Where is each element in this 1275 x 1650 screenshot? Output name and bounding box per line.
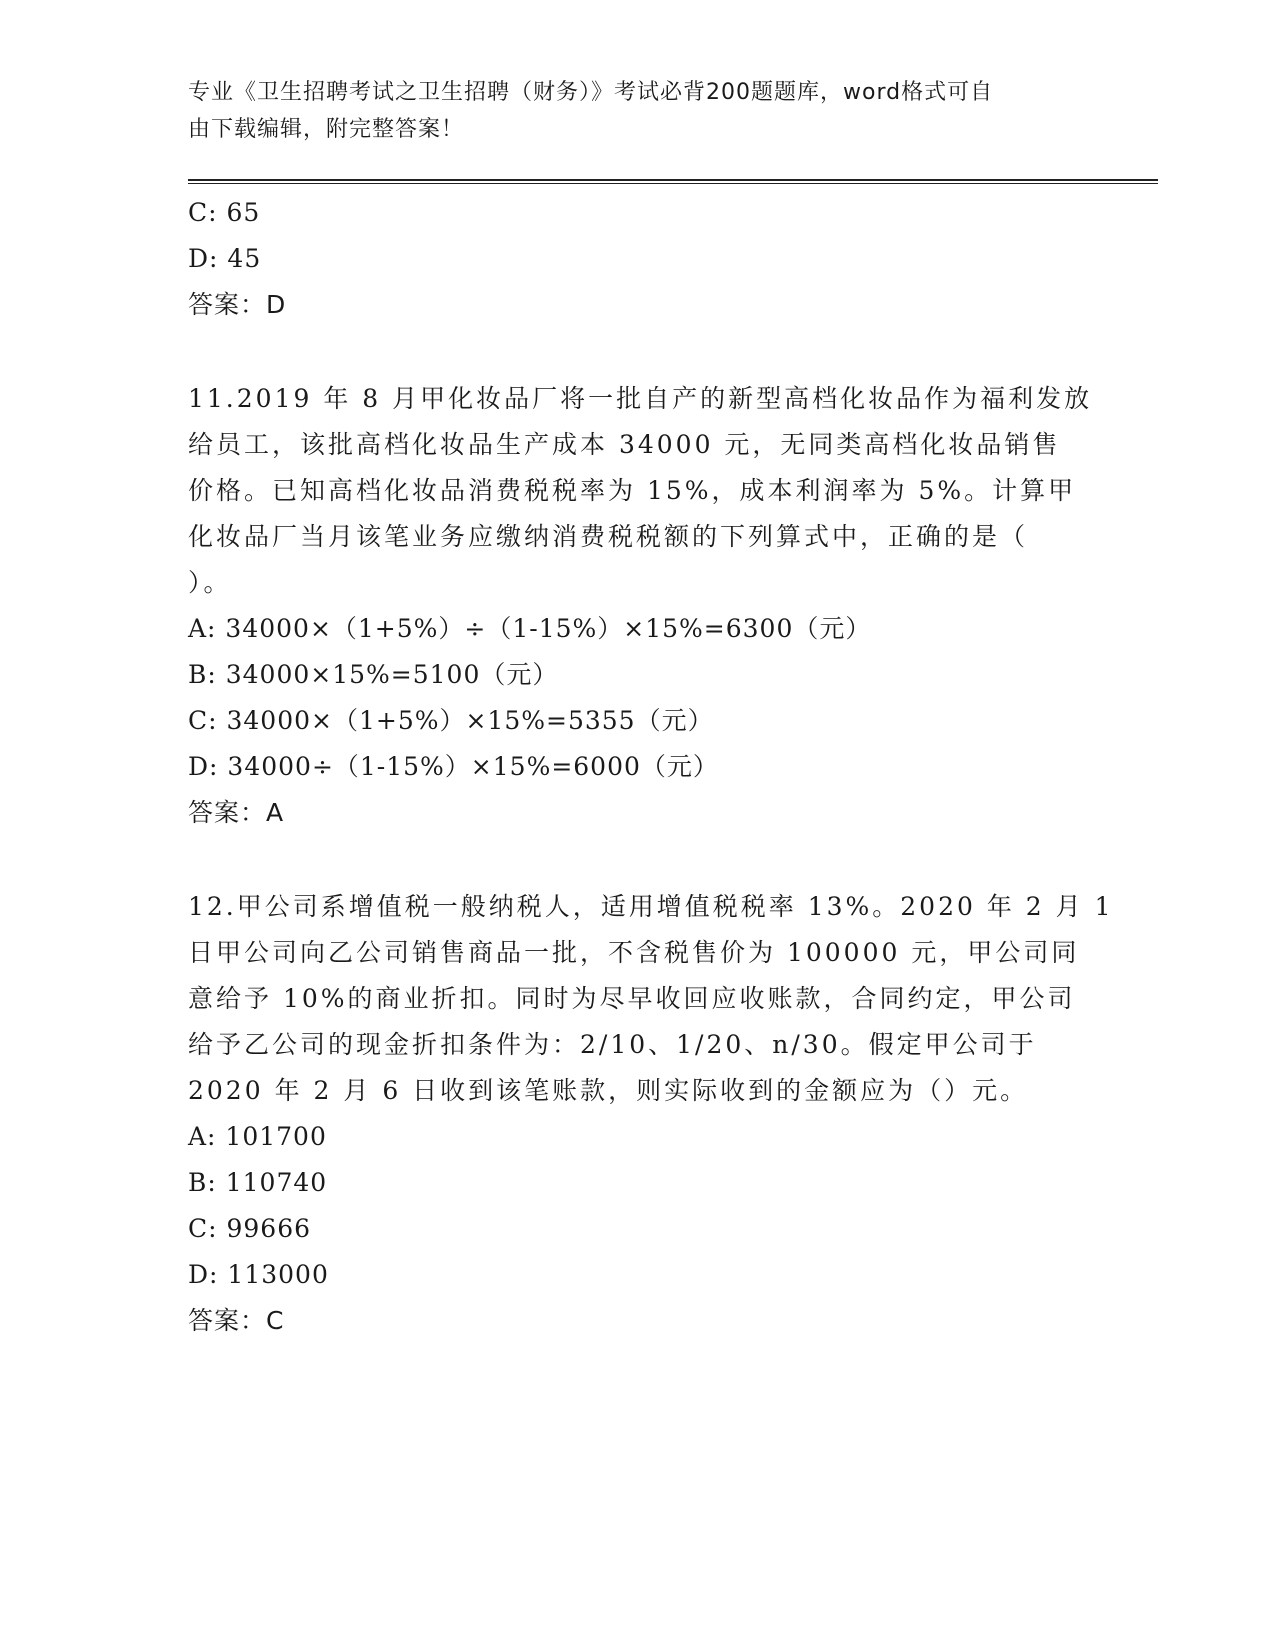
question-stem: [188, 884, 1114, 1114]
option-c: C: 65: [188, 198, 261, 227]
stem-line: 意给予 10%的商业折扣。同时为尽早收回应收账款，合同约定，甲公司: [188, 984, 1076, 1013]
header-line-1: 专业《卫生招聘考试之卫生招聘（财务）》考试必背200题题库，word格式可自: [188, 80, 994, 105]
option-b: B: 110740: [188, 1168, 328, 1197]
option-a: A: 101700: [188, 1122, 327, 1151]
answer-line: 答案：C: [188, 1306, 285, 1335]
question-12: [188, 884, 1114, 1344]
stem-line: 价格。已知高档化妆品消费税税率为 15%，成本利润率为 5%。计算甲: [188, 476, 1077, 505]
option-b: B: 34000×15%=5100（元）: [188, 660, 559, 689]
stem-line: 日甲公司向乙公司销售商品一批，不含税售价为 100000 元，甲公司同: [188, 938, 1080, 967]
answer-line: 答案：D: [188, 290, 287, 319]
stem-line: 12.甲公司系增值税一般纳税人，适用增值税税率 13%。2020 年 2 月 1: [188, 892, 1114, 921]
option-d: D: 34000÷（1-15%）×15%=6000（元）: [188, 752, 719, 781]
stem-line: 给予乙公司的现金折扣条件为：2/10、1/20、n/30。假定甲公司于: [188, 1030, 1037, 1059]
document-header: [188, 74, 1068, 148]
question-11: [188, 376, 1093, 836]
question-10-tail: [188, 190, 1088, 328]
spacer: [188, 328, 1088, 376]
option-a: A: 34000×（1+5%）÷（1-15%）×15%=6300（元）: [188, 614, 872, 643]
stem-line: 11.2019 年 8 月甲化妆品厂将一批自产的新型高档化妆品作为福利发放: [188, 384, 1093, 413]
stem-line: 化妆品厂当月该笔业务应缴纳消费税税额的下列算式中，正确的是（: [188, 522, 1029, 551]
header-rule-thin: [188, 183, 1158, 184]
option-c: C: 34000×（1+5%）×15%=5355（元）: [188, 706, 714, 735]
document-body: [188, 190, 1114, 1344]
stem-line: ）。: [188, 568, 232, 597]
spacer: [188, 836, 1088, 884]
option-c: C: 99666: [188, 1214, 312, 1243]
option-d: D: 113000: [188, 1260, 329, 1289]
question-stem: [188, 376, 1093, 606]
header-rule-thick: [188, 179, 1158, 181]
option-d: D: 45: [188, 244, 262, 273]
answer-line: 答案：A: [188, 798, 285, 827]
stem-line: 2020 年 2 月 6 日收到该笔账款，则实际收到的金额应为（）元。: [188, 1076, 1029, 1105]
header-line-2: 由下载编辑，附完整答案！: [188, 117, 465, 142]
stem-line: 给员工，该批高档化妆品生产成本 34000 元，无同类高档化妆品销售: [188, 430, 1061, 459]
